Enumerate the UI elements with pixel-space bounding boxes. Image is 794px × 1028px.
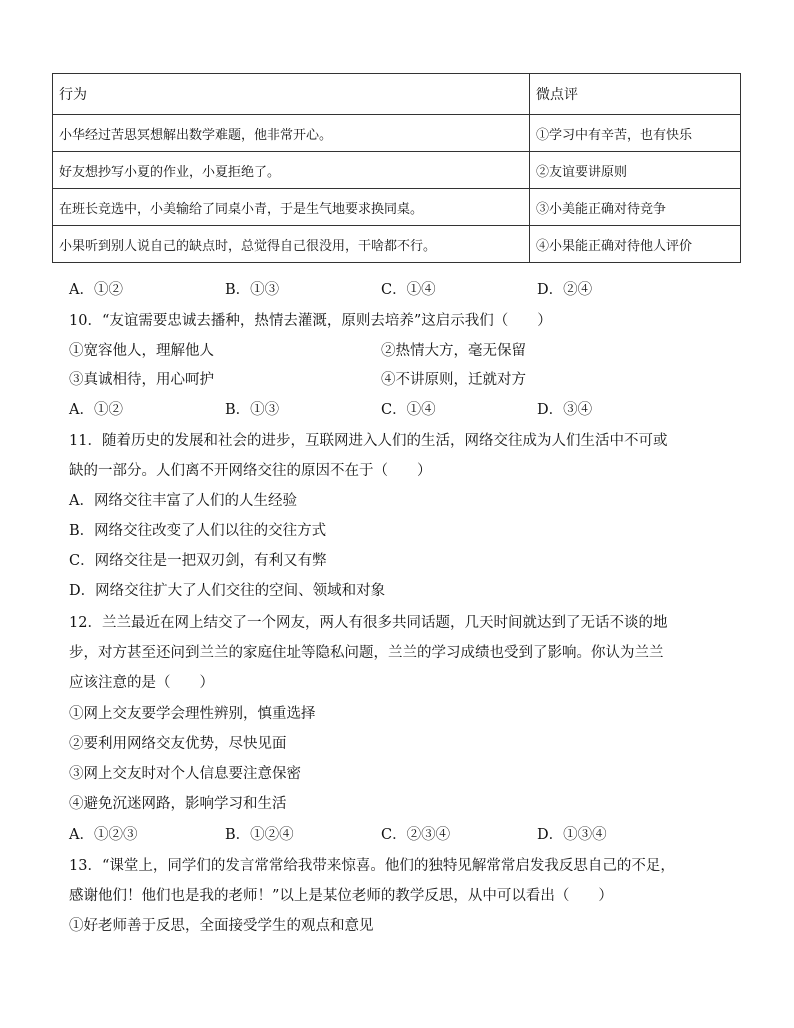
header-behavior: 行为 [53, 74, 530, 115]
table-row [53, 226, 741, 263]
q10-item-1: ①宽容他人，理解他人 [69, 343, 214, 359]
q12-stem-line3: 应该注意的是（ ） [69, 675, 214, 691]
q10-items-row2 [69, 370, 749, 390]
q13-stem-line1: 13．“课堂上，同学们的发言常常给我带来惊喜。他们的独特见解常常启发我反思自己的不足， [69, 858, 675, 874]
behavior-cell: 好友想抄写小夏的作业，小夏拒绝了。 [53, 152, 530, 189]
q11-stem-line2: 缺的一部分。人们离不开网络交往的原因不在于（ ） [69, 463, 432, 479]
comment-cell: ②友谊要讲原则 [530, 152, 741, 189]
q10-options [69, 400, 749, 420]
table-row [53, 189, 741, 226]
q12-item-2: ②要利用网络交友优势，尽快见面 [69, 736, 287, 752]
q12-option-b: B．①②④ [225, 827, 294, 843]
q11-option-c: C．网络交往是一把双刃剑，有利又有弊 [69, 553, 327, 569]
q11-stem-line1: 11．随着历史的发展和社会的进步，互联网进入人们的生活，网络交往成为人们生活中不可或 [69, 433, 668, 449]
q9-option-b: B．①③ [225, 282, 280, 298]
q10-option-b: B．①③ [225, 402, 280, 418]
behavior-cell: 小果听到别人说自己的缺点时，总觉得自己很没用，干啥都不行。 [53, 226, 530, 263]
q11-option-a: A．网络交往丰富了人们的人生经验 [69, 493, 297, 509]
q10-item-4: ④不讲原则，迁就对方 [381, 372, 526, 388]
q13-item-1: ①好老师善于反思，全面接受学生的观点和意见 [69, 918, 374, 934]
q10-item-3: ③真诚相待，用心呵护 [69, 372, 214, 388]
q12-option-d: D．①③④ [537, 827, 607, 843]
behavior-cell: 在班长竞选中，小美输给了同桌小青，于是生气地要求换同桌。 [53, 189, 530, 226]
table-row [53, 115, 741, 152]
q12-options [69, 825, 749, 845]
q9-option-c: C．①④ [381, 282, 436, 298]
q10-option-d: D．③④ [537, 402, 593, 418]
q10-option-a: A．①② [69, 402, 123, 418]
q12-option-a: A．①②③ [69, 827, 138, 843]
q12-stem-line1: 12．兰兰最近在网上结交了一个网友，两人有很多共同话题，几天时间就达到了无话不谈的地 [69, 615, 668, 631]
q11-option-d: D．网络交往扩大了人们交往的空间、领域和对象 [69, 583, 386, 599]
comment-cell: ①学习中有辛苦，也有快乐 [530, 115, 741, 152]
header-comment: 微点评 [530, 74, 741, 115]
q10-item-2: ②热情大方，毫无保留 [381, 343, 526, 359]
comment-cell: ④小果能正确对待他人评价 [530, 226, 741, 263]
q13-stem-line2: 感谢他们！他们也是我的老师！”以上是某位老师的教学反思，从中可以看出（ ） [69, 888, 613, 904]
behavior-cell: 小华经过苦思冥想解出数学难题，他非常开心。 [53, 115, 530, 152]
q12-option-c: C．②③④ [381, 827, 451, 843]
table-header-row [53, 74, 741, 115]
q10-stem: 10．“友谊需要忠诚去播种，热情去灌溉，原则去培养”这启示我们（ ） [69, 313, 552, 329]
q9-option-a: A．①② [69, 282, 123, 298]
q10-option-c: C．①④ [381, 402, 436, 418]
comment-cell: ③小美能正确对待竞争 [530, 189, 741, 226]
q12-item-4: ④避免沉迷网路，影响学习和生活 [69, 796, 287, 812]
table-row [53, 152, 741, 189]
q12-item-1: ①网上交友要学会理性辨别，慎重选择 [69, 706, 316, 722]
q11-option-b: B．网络交往改变了人们以往的交往方式 [69, 523, 327, 539]
q9-options [69, 280, 749, 300]
q12-item-3: ③网上交友时对个人信息要注意保密 [69, 766, 301, 782]
q9-option-d: D．②④ [537, 282, 593, 298]
q10-items-row1 [69, 341, 749, 361]
q12-stem-line2: 步，对方甚至还问到兰兰的家庭住址等隐私问题，兰兰的学习成绩也受到了影响。你认为兰兰 [69, 645, 664, 661]
evaluation-table [52, 73, 741, 263]
